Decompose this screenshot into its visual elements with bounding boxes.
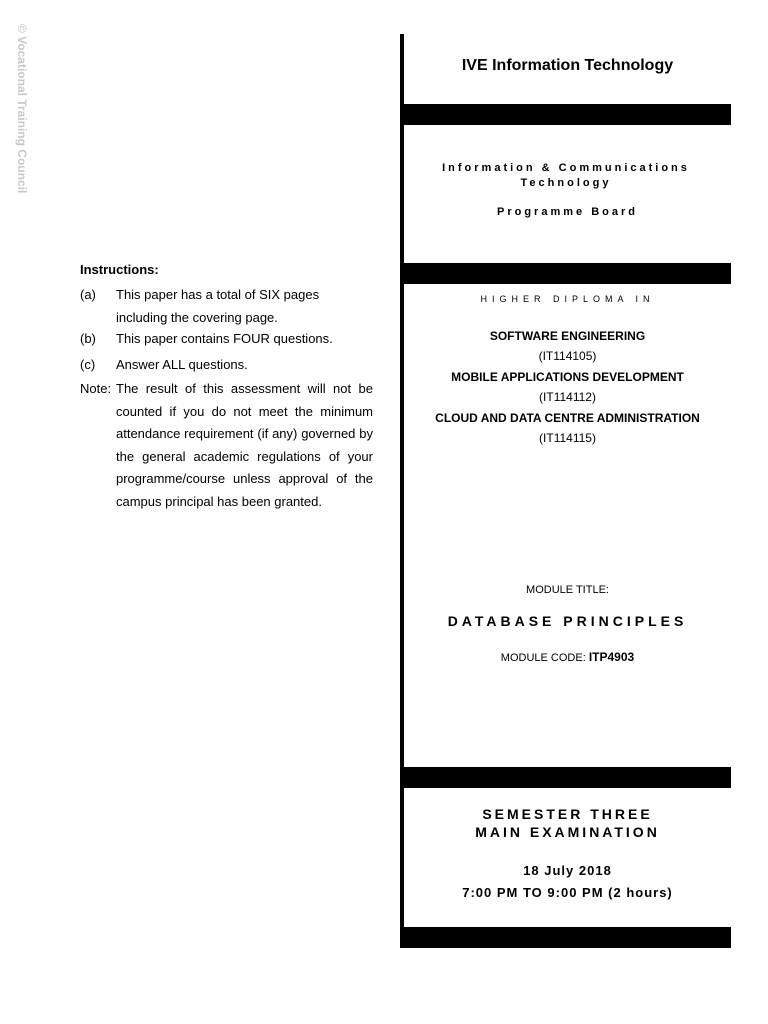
programme-board-name (416, 161, 716, 191)
institution-title: IVE Information Technology (461, 57, 674, 74)
instruction-item-c (80, 354, 373, 378)
semester-line: SEMESTER THREE (482, 806, 653, 822)
module-title: DATABASE PRINCIPLES (447, 613, 688, 629)
black-bar (400, 927, 731, 948)
board-line-1: Information & Communications (442, 162, 690, 174)
programme-name: SOFTWARE ENGINEERING (489, 329, 646, 343)
instruction-marker: (b) (80, 331, 96, 346)
module-code (404, 650, 731, 664)
programme-heading: HIGHER DIPLOMA IN (480, 294, 655, 304)
black-bar (400, 104, 731, 125)
black-bar (400, 767, 731, 788)
examination-line: MAIN EXAMINATION (475, 824, 660, 840)
programme-name: MOBILE APPLICATIONS DEVELOPMENT (451, 370, 684, 384)
instruction-text: This paper contains FOUR questions. (116, 331, 333, 346)
exam-date: 18 July 2018 (523, 863, 612, 878)
exam-time: 7:00 PM TO 9:00 PM (2 hours) (462, 885, 673, 900)
instruction-text: Answer ALL questions. (116, 357, 248, 372)
board-line-2: Technology (520, 177, 612, 189)
instruction-item-a (80, 284, 373, 330)
programme-code: (IT114112) (539, 390, 596, 404)
instruction-marker: (a) (80, 287, 96, 302)
exam-title (404, 805, 731, 841)
instruction-text: This paper has a total of SIX pages including the covering page. (116, 287, 320, 325)
instruction-note (80, 378, 373, 538)
instruction-text: The result of this assessment will not be counted if you do not meet the minimum attendance requirement (if any) governed by the general academic regulations of your programme/course unless approval of the campus principal has been granted. (116, 381, 373, 509)
programme-code: (IT114115) (539, 431, 596, 445)
black-bar (400, 263, 731, 284)
module-code-label: MODULE CODE: (500, 652, 586, 664)
instruction-marker: Note: (80, 381, 112, 396)
instruction-marker: (c) (80, 357, 96, 372)
instruction-item-b (80, 328, 373, 352)
module-title-label: MODULE TITLE: (526, 584, 609, 596)
instructions-heading: Instructions: (80, 262, 159, 277)
watermark-text: © Vocational Training Council (15, 24, 29, 194)
module-code-value: ITP4903 (588, 650, 635, 664)
watermark (12, 24, 30, 204)
board-label: Programme Board (497, 206, 638, 218)
programme-name: CLOUD AND DATA CENTRE ADMINISTRATION (435, 411, 700, 425)
programme-code: (IT114105) (538, 349, 597, 363)
